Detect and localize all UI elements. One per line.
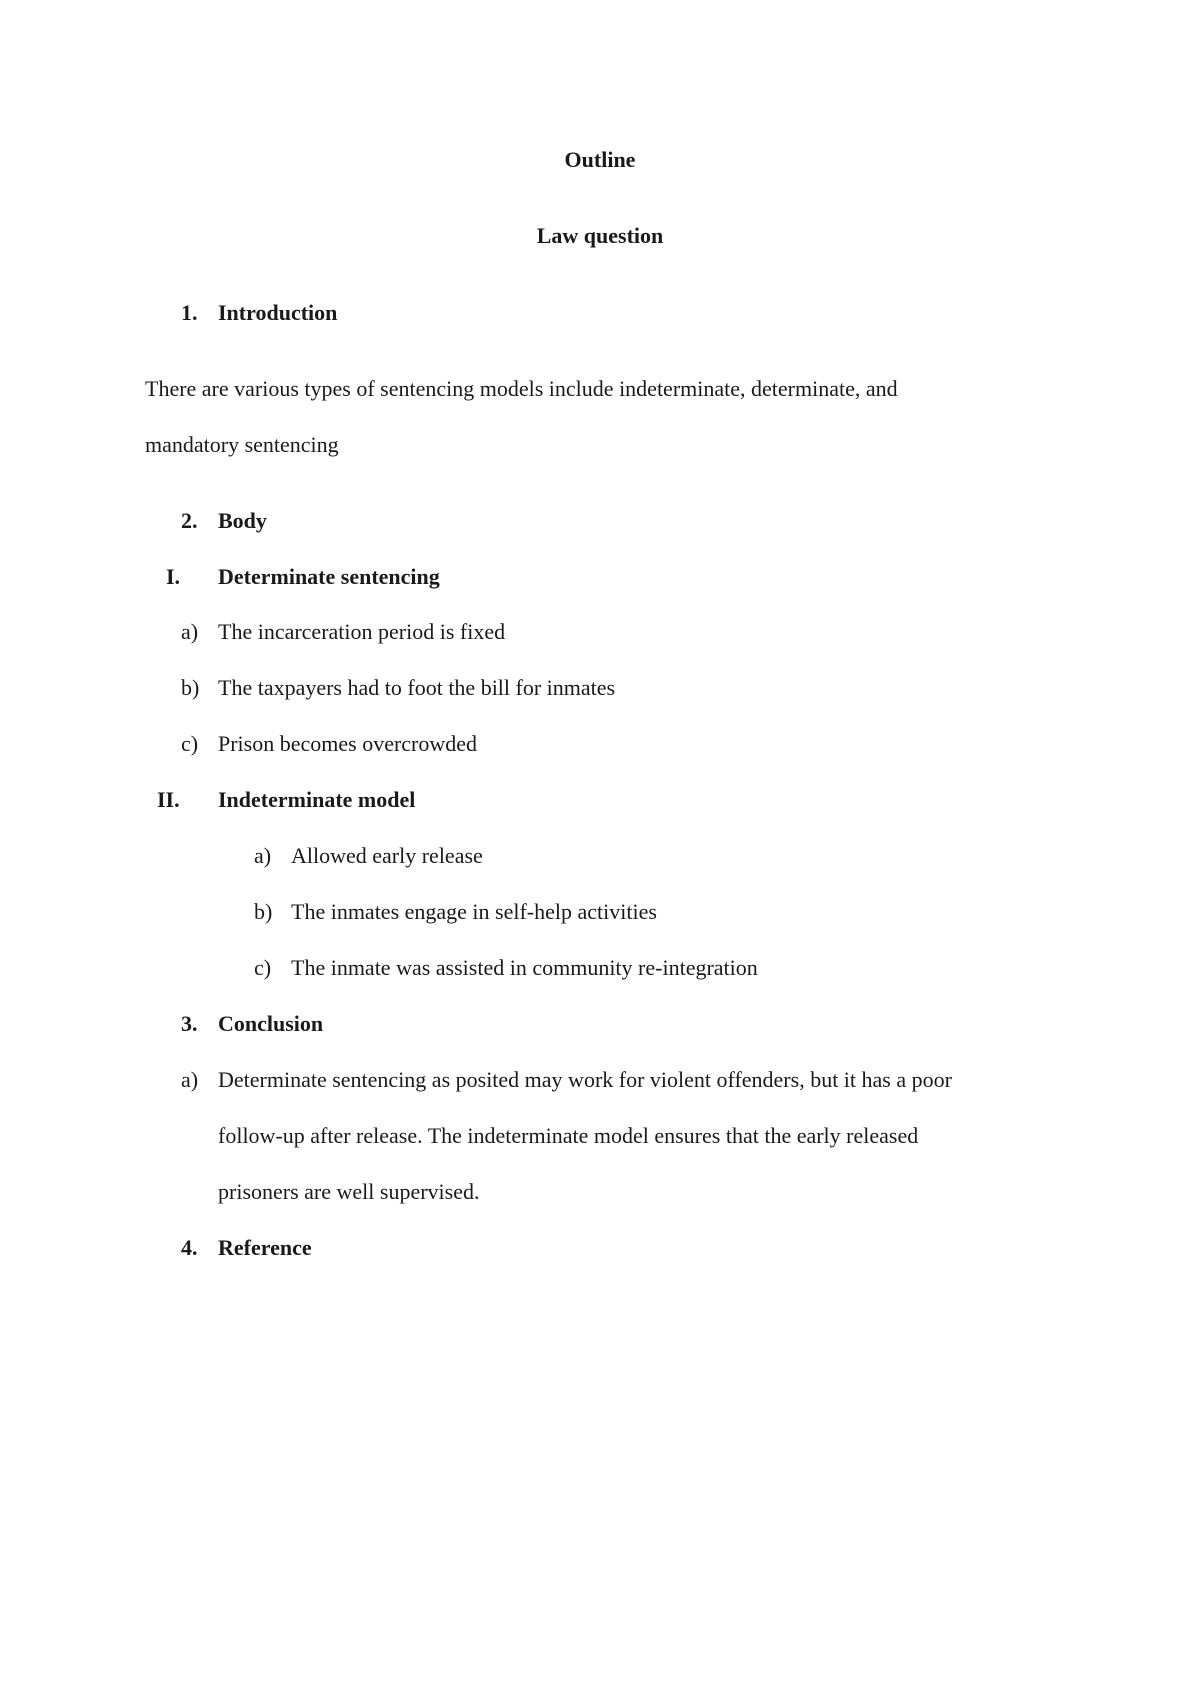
section-number-conclusion: 3. bbox=[181, 1011, 198, 1036]
list-item-marker: b) bbox=[254, 899, 273, 924]
conclusion-item-line-3: prisoners are well supervised. bbox=[218, 1179, 480, 1204]
introduction-paragraph-line-2: mandatory sentencing bbox=[145, 432, 339, 457]
introduction-paragraph-line-1: There are various types of sentencing models include indeterminate, determinate, and bbox=[145, 376, 898, 401]
list-item-marker: a) bbox=[181, 619, 199, 644]
document-title: Outline bbox=[564, 147, 636, 172]
section-number-body: 2. bbox=[181, 508, 198, 533]
subsection-heading-determinate: Determinate sentencing bbox=[218, 564, 440, 589]
list-item: The taxpayers had to foot the bill for inmates bbox=[218, 675, 616, 700]
section-heading-body: Body bbox=[218, 508, 267, 533]
conclusion-item-line-1: Determinate sentencing as posited may work for violent offenders, but it has a poor bbox=[218, 1067, 952, 1092]
subsection-heading-indeterminate: Indeterminate model bbox=[218, 787, 416, 812]
list-item-marker: c) bbox=[254, 955, 272, 980]
list-item: Allowed early release bbox=[291, 843, 483, 868]
document-subtitle: Law question bbox=[536, 223, 664, 248]
subsection-numeral-indeterminate: II. bbox=[157, 787, 180, 812]
list-item-marker: b) bbox=[181, 675, 200, 700]
section-number-introduction: 1. bbox=[181, 300, 198, 325]
list-item: The inmates engage in self-help activities bbox=[291, 899, 657, 924]
section-number-reference: 4. bbox=[181, 1235, 198, 1260]
list-item: The incarceration period is fixed bbox=[218, 619, 506, 644]
list-item: Prison becomes overcrowded bbox=[218, 731, 478, 756]
section-heading-introduction: Introduction bbox=[218, 300, 338, 325]
list-item-marker: a) bbox=[254, 843, 272, 868]
section-heading-reference: Reference bbox=[218, 1235, 312, 1260]
section-heading-conclusion: Conclusion bbox=[218, 1011, 324, 1036]
conclusion-item-line-2: follow-up after release. The indeterminate model ensures that the early released bbox=[218, 1123, 919, 1148]
subsection-numeral-determinate: I. bbox=[166, 564, 181, 589]
list-item-marker: c) bbox=[181, 731, 199, 756]
list-item: The inmate was assisted in community re-integration bbox=[291, 955, 758, 980]
list-item-marker: a) bbox=[181, 1067, 199, 1092]
